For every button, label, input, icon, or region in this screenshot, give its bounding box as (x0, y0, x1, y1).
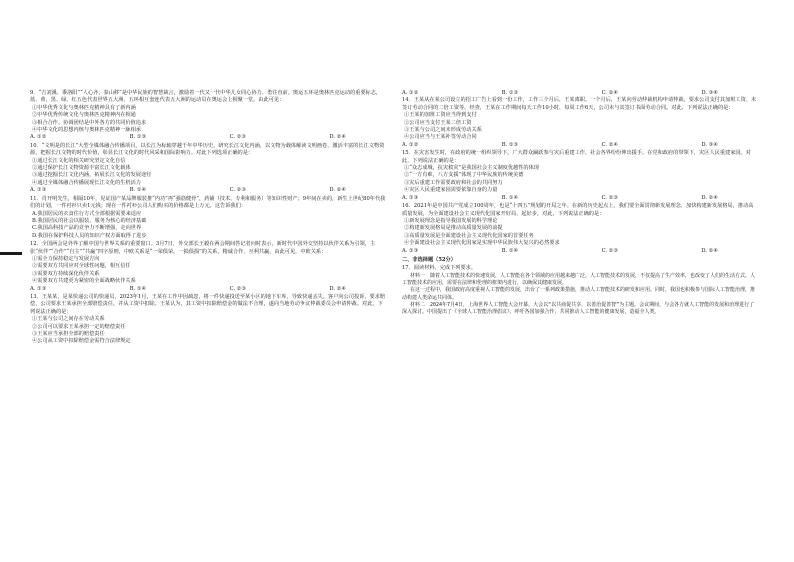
question-10 (30, 143, 386, 195)
choice-b: B. ①④ (129, 285, 147, 292)
choice-c: C. ②③ (229, 285, 246, 292)
choice-d: D. ③④ (701, 90, 718, 96)
question-9-option-3: ③相合合作、协调团结是中外各方的共同价值追求 (32, 119, 147, 126)
question-12-option-2: ②需要双方共同应对全球性问题，相互信任 (32, 263, 131, 270)
question-16-choices (402, 248, 758, 255)
question-12-option-1: ①需全力保持稳定与发展方向 (32, 255, 100, 262)
choice-b: B. ①④ (129, 187, 147, 194)
question-10-option-4: ④通过全媒体融合传播展现长江文化的生机活力 (32, 179, 141, 186)
choice-a: A. ①③ (30, 285, 47, 292)
choice-d: D. ②④ (701, 247, 718, 254)
choice-b: B. ①④ (501, 247, 519, 254)
question-9-option-1: ①中华优秀文化与奥林匹克精神具有了新内涵 (32, 104, 136, 111)
question-16-option-3: ③高质量发展是全面建设社会主义现代化国家的首要任务 (404, 232, 534, 239)
question-9-option-4: ④中华文化的思想内核与奥林匹克精神一脉相承 (32, 127, 141, 134)
question-16-text: 16．2021年是中国共产党成立100周年，也是“十四五”规划的开局之年。在新的历史起点上，我们要全面贯彻新发展理念，加快构建新发展格局，推动高质量发展，为全面建设社会主义现代化国家开好局、起好步。对此，下列说法正确的是： (402, 203, 754, 217)
question-15 (402, 150, 758, 202)
question-11-option-c: C.我国高科技产品的竞争力不断增强，走向世界 (32, 225, 142, 232)
question-12-option-3: ③需要双方持续深化伙伴关系 (32, 270, 100, 277)
question-15-text: 15．在灾害发生时，在政府的统一组织领导下，广大群众踊跃参与灾后重建工作，社会各界纷纷伸出援手。在党和政府的带领下，灾区人民重建家园。对此，下列说法正确的是： (402, 150, 751, 164)
question-12-choices (30, 286, 386, 293)
question-12 (30, 241, 386, 293)
question-11-option-b: B.我国居民的社会以服装、服务为核心的经济基础 (32, 217, 147, 224)
question-11-text: 11．肖开明先生，相隔10年，见证国产某品牌服装推“内功”再“强筋健骨”，药铺（技术、专利和服务）等知识性财产；9年间在卖的，新生上世纪80年代我们的计划，一件衬衫只卖1元钱；现在一件衬衫公司人们购买的价格都是上万元。这告诉我们： (30, 195, 386, 210)
choice-d: D. ③④ (701, 141, 718, 148)
left-column (30, 90, 386, 347)
question-12-option-4: ④需要双方共建更为紧密的全面战略伙伴关系 (32, 278, 136, 285)
question-14-choices (402, 142, 758, 149)
question-9-choices (30, 134, 386, 141)
choice-d: D. ②④ (329, 134, 346, 141)
right-column (402, 90, 758, 317)
choice-d: D. ②④ (329, 187, 346, 194)
question-11-option-a: A.我国居民的衣食住行方式全部根据需要来适应 (32, 210, 142, 217)
choice-b: B. ①③ (129, 134, 147, 141)
question-15-option-3: ③灾后重建工作需要政府和社会的共同努力 (404, 179, 503, 186)
question-14-option-3: ③王某与公司之间未形成劳动关系 (404, 127, 482, 134)
material-1-paragraph-2: 在这一过程中，我国政府高度重视人工智能的发展，出台了一系列政策措施，推动人工智能技术的研发和应用。同时，我国也积极参与国际人工智能治理，推动构建人类命运共同体。 (402, 287, 756, 301)
question-15-choices (402, 195, 758, 202)
question-11-option-d: D.我国在保护科技人员的知识产权方面取得了进步 (32, 232, 147, 239)
choice-c: C. ②④ (601, 141, 618, 148)
question-16 (402, 203, 758, 255)
choice-a: A. ①② (402, 90, 419, 96)
question-10-option-2: ②通过保护长江文物资源丰富长江文化载体 (32, 165, 131, 172)
choice-d: D. ②④ (701, 194, 718, 201)
choice-b: B. ①③ (501, 141, 519, 148)
question-9-option-2: ②中华优秀传统文化与奥林匹克精神内在相通 (32, 112, 136, 119)
question-17-title: 17．阅读材料，完成下列要求。 (402, 265, 477, 272)
choice-c: C. ②③ (601, 247, 618, 254)
choice-c: C. ②③ (229, 134, 246, 141)
section-heading: 二、非选择题（52分） (402, 256, 456, 263)
question-11 (30, 196, 386, 240)
question-16-option-1: ①新发展理念是指导我国发展的科学理论 (404, 217, 498, 224)
question-9-text: 9．“吉刘溪、黍洛阳”“人心齐，泰山移”是中华民族的智慧箴言，激励着一代又一代中华儿女同心协力、勇往直前。奥运五环是奥林匹克运动的重要标志，蓝、黄、黑、绿、红五色代表世界五大洲，五环相互套连代表五大洲的运动员在奥运会上相聚一堂。由此可见： (30, 90, 382, 104)
choice-b: B. ①③ (501, 90, 519, 96)
material-2-paragraph: 材料二 2024年7月4日，上海世界人工智能大会开幕，大会以“以共商促共享，以善治促善智”为主题。会议期间，与会各方就人工智能的发展和治理进行了深入探讨。中国提出了《全球人工智能治理倡议》，呼吁各国加强合作，共同推动人工智能的健康发展，造福全人类。 (402, 301, 755, 316)
question-13-option-2: ②公司可以要求王某承担一定的赔偿责任 (32, 323, 126, 330)
question-15-option-1: ①“众志成城，抗灾救灾”是我国社会主义制度优越性的体现 (404, 165, 539, 172)
question-12-text: 12．全国两会是外界了解中国与世界关系的重要窗口。3月7日，外交部长王毅在两会期间答记者问时表示，新时代中国外交坚持以伙伴关系为引领，主张“伙伴”“合作”“自主”“共赢”四字原则，中欧关系是“一荣俱荣，一损俱损”的关系，精诚合作，互利共赢。由此可见，中欧关系： (30, 241, 376, 255)
question-13-option-1: ①王某与公司之间存在劳动关系 (32, 316, 105, 323)
question-14-option-1: ①王某的加班工资应当得到支付 (404, 112, 477, 119)
question-14-text: 14．王某从在某公司设立的招工广告上看到一份工作，工作三个月后，王某离职。一个月后，王某向劳动仲裁机构申请仲裁，要求公司支付其加班工资、未签订劳动合同的二倍工资等。经查，王某在工作期间每天工作10小时，每周工作6天，公司未与其签订书面劳动合同。对此，下列说法正确的是： (402, 97, 757, 111)
question-14-option-4: ④公司应当与王某补签劳动合同 (404, 134, 477, 141)
choice-a: A. ①② (30, 134, 47, 141)
choice-a: A. ①③ (402, 194, 419, 201)
question-15-option-2: ②“一方有难，八方支援”体现了中华民族的传统美德 (404, 172, 524, 179)
question-10-option-1: ①通过长江文化的相关研究坚定文化自信 (32, 157, 126, 164)
choice-b: B. ①④ (501, 194, 519, 201)
choice-a: A. ①② (402, 141, 419, 148)
choice-c: C. ②③ (229, 187, 246, 194)
question-13-text: 13．王某某，是某快递公司的快递员，2023年1月，王某在工作中因疏忽，将一件快递投送至某小区的地下车库，导致快递丢失。客户向公司投诉，要求赔偿，公司要求王某承担全部赔偿责任，并从工资中扣除。王某认为，其工资中扣除赔偿金的做法不合理，遂向当地劳动争议仲裁委员会申请仲裁。对此，下列说法正确的是： (30, 293, 386, 315)
question-16-option-2: ②构建新发展格局是推动高质量发展的前提 (404, 225, 503, 232)
question-10-option-3: ③通过挖掘长江文化内涵，拓展长江文化的发展途径 (32, 172, 152, 179)
question-9 (30, 90, 386, 142)
choice-c: C. ②③ (601, 194, 618, 201)
question-10-choices (30, 187, 386, 194)
choice-a: A. ①③ (30, 187, 47, 194)
question-16-option-4: ④全面建设社会主义现代化国家是实现中华民族伟大复兴的必然要求 (404, 240, 560, 247)
question-15-option-4: ④灾区人民重建家园需要依靠自身的力量 (404, 187, 498, 194)
question-13-option-3: ③王某应当承担全部的赔偿责任 (32, 331, 105, 337)
question-13 (30, 294, 386, 346)
binding-mark (0, 252, 22, 255)
choice-a: A. ①③ (402, 247, 419, 254)
question-13-option-4: ④公司从工资中扣除赔偿金需符合法律规定 (32, 338, 131, 345)
question-14-option-2: ②公司应当支付王某二倍工资 (404, 119, 472, 126)
material-1-paragraph-1: 材料一 随着人工智能技术的快速发展，人工智能在各个领域的应用越来越广泛。人工智能技术的发展，不仅提高了生产效率，也改变了人们的生活方式。人工智能技术的应用，需要在法律和伦理的框架内进行，以确保其健康发展。 (402, 272, 756, 287)
question-10-text: 10．“文明是的长江”大型全媒体融合传播项目，以长江为标轴穿越千年中华历史，研究长江文化内涵，以文物为载体解读文明画卷，激活丰富的长江文物资源，把握长江文物的时代价值，彰显长江文化的时代风采和国际影响力。对此下列选项正确的是： (30, 142, 385, 157)
choice-d: D. ②④ (329, 285, 346, 292)
question-14 (402, 97, 758, 149)
choice-c: C. ②④ (601, 90, 618, 96)
